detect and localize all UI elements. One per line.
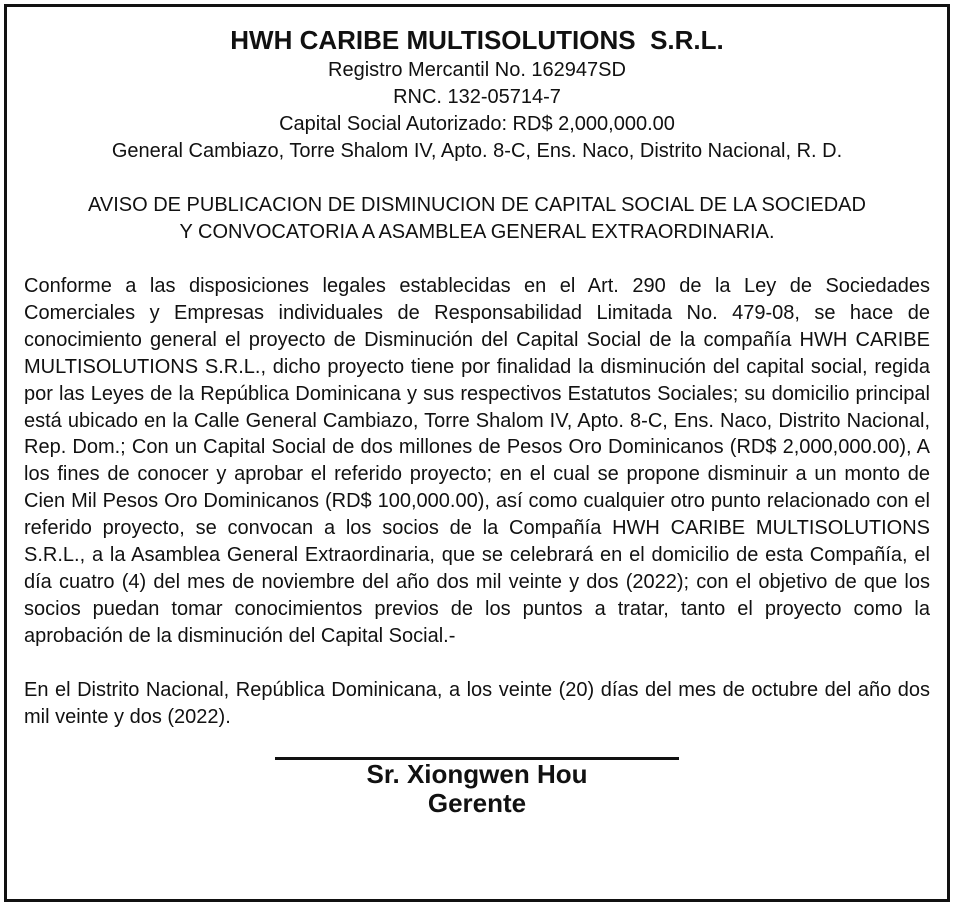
capital-social: Capital Social Autorizado: RD$ 2,000,000.00 — [279, 113, 675, 135]
signer-role: Gerente — [427, 787, 527, 818]
legal-notice — [4, 4, 950, 902]
rnc-number: RNC. 132-05714-7 — [393, 86, 561, 108]
signature-block — [24, 757, 930, 818]
company-name: HWH CARIBE MULTISOLUTIONS S.R.L. — [230, 25, 724, 55]
closing-paragraph: En el Distrito Nacional, República Dominicana, a los veinte (20) días del mes de octubre del año dos mil veinte y dos (2022). — [24, 678, 930, 728]
company-address: General Cambiazo, Torre Shalom IV, Apto. 8-C, Ens. Naco, Distrito Nacional, R. D. — [111, 140, 843, 162]
notice-title — [24, 192, 930, 246]
registro-mercantil: Registro Mercantil No. 162947SD — [328, 59, 626, 81]
signer-name: Sr. Xiongwen Hou — [366, 758, 588, 789]
main-paragraph: Conforme a las disposiciones legales establecidas en el Art. 290 de la Ley de Sociedades Comerciales y Empresas individuales de Responsabilidad Limitada No. 479-08, se hace de conocimiento general el proyecto de Disminución del Capital Social de la compañía HWH CARIBE MULTISOLUTIONS S.R.L., dicho proyecto tiene por finalidad la disminución del capital social, regida por las Leyes de la República Dominicana y sus respectivos Estatutos Sociales; su domicilio principal está ubicado en la Calle General Cambiazo, Torre Shalom IV, Apto. 8-C, Ens. Naco, Distrito Nacional, Rep. Dom.; Con un Capital Social de dos millones de Pesos Oro Dominicanos (RD$ 2,000,000.00), A los fines de conocer y aprobar el referido proyecto; en el cual se propone disminuir a un monto de Cien Mil Pesos Oro Dominicanos (RD$ 100,000.00), así como cualquier otro punto relacionado con el referido proyecto, se convocan a los socios de la Compañía HWH CARIBE MULTISOLUTIONS S.R.L., a la Asamblea General Extraordinaria, que se celebrará en el domicilio de esta Compañía, el día cuatro (4) del mes de noviembre del año dos mil veinte y dos (2022); con el objetivo de que los socios puedan tomar conocimientos previos de los puntos a tratar, tanto el proyecto como la aprobación de la disminución del Capital Social.- — [24, 275, 930, 647]
notice-title-line-2: Y CONVOCATORIA A ASAMBLEA GENERAL EXTRAORDINARIA. — [179, 221, 775, 243]
company-header — [24, 23, 930, 165]
notice-title-line-1: AVISO DE PUBLICACION DE DISMINUCION DE CAPITAL SOCIAL DE LA SOCIEDAD — [88, 194, 866, 216]
